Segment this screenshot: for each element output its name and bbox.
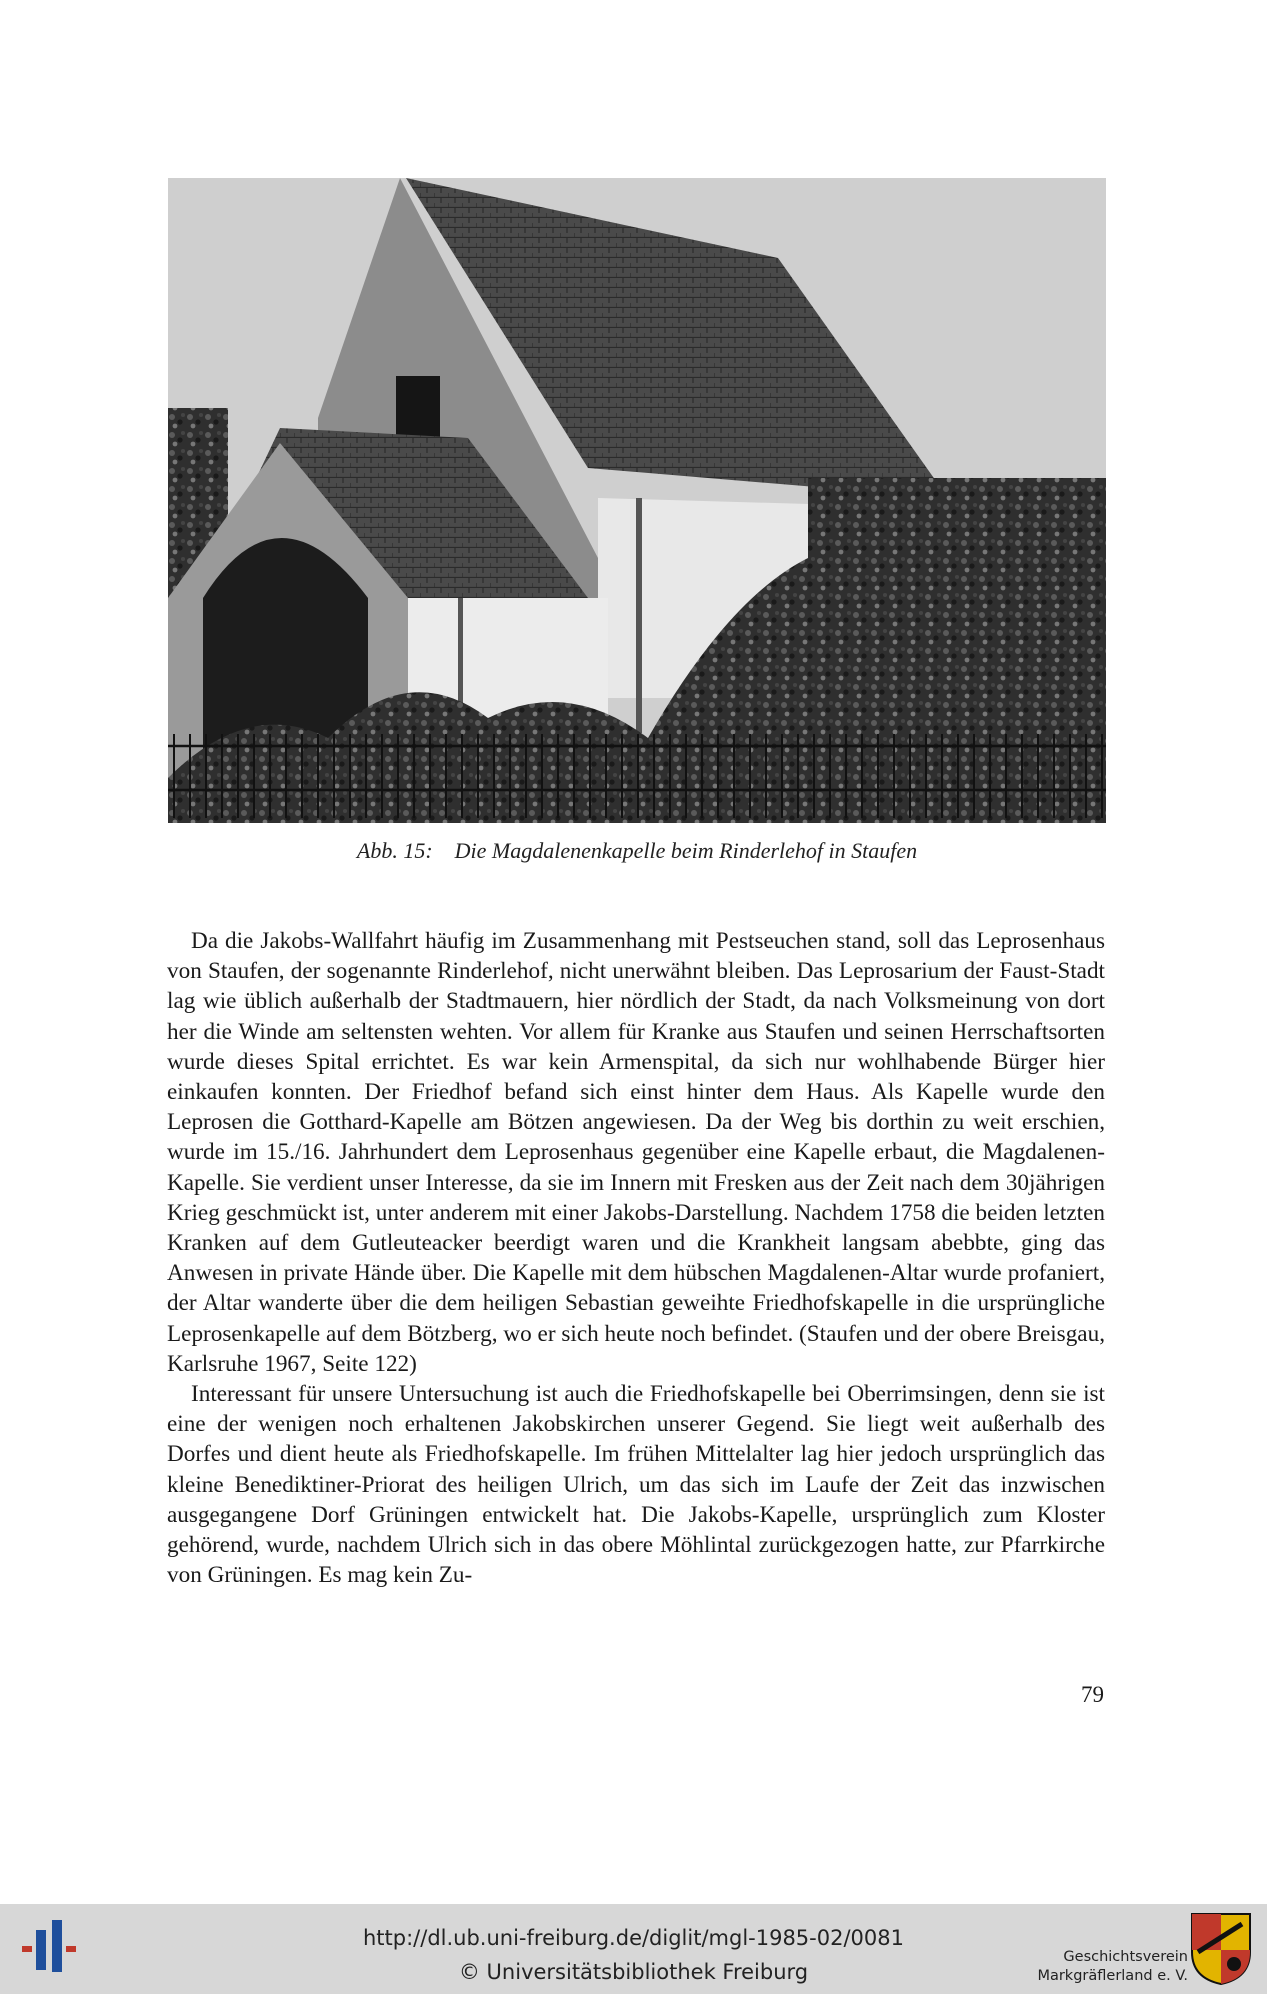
footer-url[interactable]: http://dl.ub.uni-freiburg.de/diglit/mgl-1985-02/0081 xyxy=(362,1926,904,1950)
society-name xyxy=(1020,1948,1188,1986)
chapel-photo xyxy=(168,178,1106,823)
figure-label: Abb. 15: xyxy=(356,838,433,863)
society-crest-icon xyxy=(1190,1912,1252,1986)
paragraph: Interessant für unsere Untersuchung ist auch die Friedhofskapelle bei Oberrimsingen, denn sie ist eine der wenigen noch erhaltenen Jakobskirchen unserer Gegend. Sie liegt weit außerhalb des Dorfes und dient heute als Friedhofskapelle. Im frühen Mittelalter lag hier jedoch ursprünglich das kleine Benediktiner-Priorat des heiligen Ulrich, um das sich im Laufe der Zeit das inzwischen ausgegangene Dorf Grüningen entwickelt hat. Die Jakobs-Kapelle, ursprünglich zum Kloster gehörend, wurde, nachdem Ulrich sich in das obere Möhlintal zurückgezogen hatte, zur Pfarrkirche von Grüningen. Es mag kein Zu- xyxy=(167,1381,1105,1589)
page-number: 79 xyxy=(1081,1682,1104,1707)
figure-caption-text: Die Magdalenenkapelle beim Rinderlehof in Staufen xyxy=(454,838,918,863)
chapel-photo-image xyxy=(168,178,1106,823)
society-name-line1: Geschichtsverein xyxy=(1063,1949,1188,1965)
figure-caption xyxy=(168,838,1106,864)
footer-bar xyxy=(0,1904,1267,1994)
society-name-line2: Markgräflerland e. V. xyxy=(1037,1968,1188,1984)
body-text xyxy=(167,926,1105,1590)
paragraph: Da die Jakobs-Wallfahrt häufig im Zusammenhang mit Pestseuchen stand, soll das Leprosenhaus von Staufen, der sogenannte Rinderlehof, nicht unerwähnt bleiben. Das Leprosarium der Faust-Stadt lag wie üblich außerhalb der Stadtmauern, hier nördlich der Stadt, da nach Volksmeinung von dort her die Winde am seltensten wehten. Vor allem für Kranke aus Staufen und seinen Herrschaftsorten wurde dieses Spital errichtet. Es war kein Armenspital, da sich nur wohlhabende Bürger hier einkaufen konnten. Der Friedhof befand sich einst hinter dem Haus. Als Kapelle wurde den Leprosen die Gotthard-Kapelle am Bötzen angewiesen. Da der Weg bis dorthin zu weit erschien, wurde im 15./16. Jahrhundert dem Leprosenhaus gegenüber eine Kapelle erbaut, die Magdalenen-Kapelle. Sie verdient unser Interesse, da sie im Innern mit Fresken aus der Zeit nach dem 30jährigen Krieg geschmückt ist, unter anderem mit einer Jakobs-Darstellung. Nachdem 1758 die beiden letzten Kranken auf dem Gutleuteacker beerdigt waren und die Krankheit langsam abebbte, ging das Anwesen in private Hände über. Die Kapelle mit dem hübschen Magdalenen-Altar wurde profaniert, der Altar wanderte über die dem heiligen Sebastian geweihte Friedhofskapelle in die ursprüngliche Leprosenkapelle auf dem Bötzberg, wo er sich heute noch befindet. (Staufen und der obere Breisgau, Karlsruhe 1967, Seite 122) xyxy=(167,928,1105,1377)
footer-copyright: © Universitätsbibliothek Freiburg xyxy=(458,1960,809,1984)
